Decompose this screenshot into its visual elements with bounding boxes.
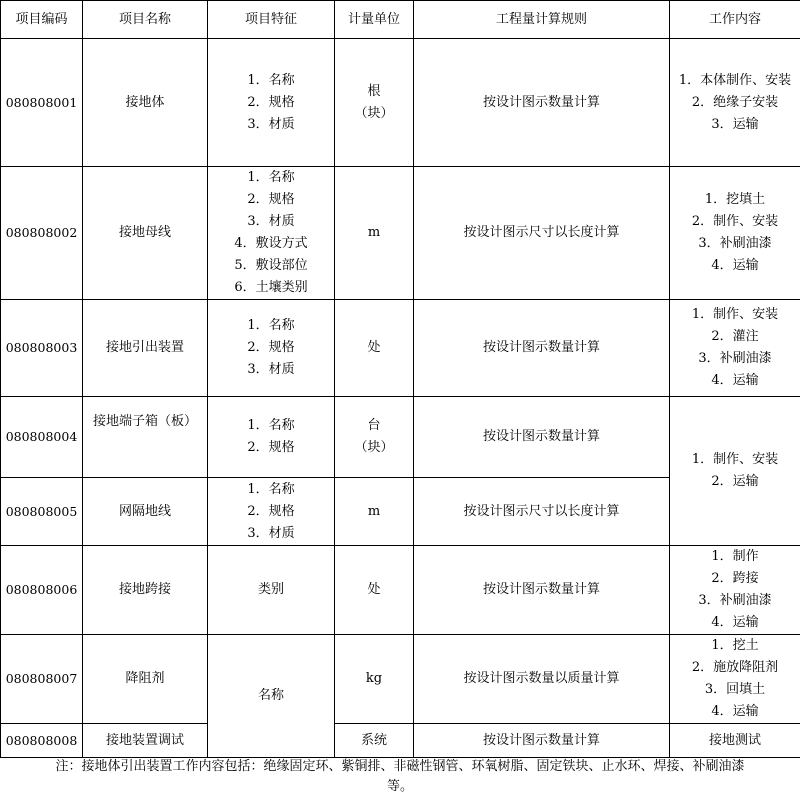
item-code: 080808001 [1,39,83,167]
item-features [208,546,335,635]
item-rule: 按设计图示数量以质量计算 [414,635,670,724]
unit-line: kg [365,671,383,686]
item-code: 080808002 [1,167,83,300]
item-unit [335,397,414,478]
feature-line: 4．敷设方式 [234,236,308,251]
work-line: 3．补刷油漆 [698,593,772,608]
feature-line: 1．名称 [247,318,295,333]
item-features [208,478,335,546]
feature-line: 3．材质 [247,214,295,229]
item-name: 接地引出装置 [83,300,208,397]
header-work: 工作内容 [670,1,800,39]
item-work [670,724,800,758]
unit-line: 处 [367,582,381,597]
feature-line: 名称 [257,688,284,703]
unit-line: （块） [354,105,394,121]
unit-line: m [367,225,381,240]
item-features [208,300,335,397]
feature-line: 1．名称 [247,72,295,88]
item-work [670,39,800,167]
item-unit [335,167,414,300]
table-row [1,397,800,478]
work-line: 1．制作、安装 [691,307,779,322]
item-name: 接地端子箱（板） [83,397,208,478]
item-name: 接地体 [83,39,208,167]
table-row [1,546,800,635]
work-line: 4．运输 [711,704,759,719]
item-work [670,300,800,397]
feature-line: 3．材质 [247,116,295,132]
item-rule: 按设计图示数量计算 [414,39,670,167]
item-unit [335,300,414,397]
work-line: 2．制作、安装 [691,214,779,229]
item-name: 降阻剂 [83,635,208,724]
footnote-line: 等。 [386,779,413,794]
item-rule: 按设计图示尺寸以长度计算 [414,167,670,300]
feature-line: 1．名称 [247,481,295,497]
work-line: 2．跨接 [711,571,759,586]
item-name: 网隔地线 [83,478,208,546]
table-row [1,724,800,758]
table-header-row [1,1,800,39]
item-unit [335,478,414,546]
feature-line: 5．敷设部位 [234,258,308,273]
work-line: 1．制作 [711,549,759,564]
item-code: 080808004 [1,397,83,478]
feature-line: 6．土壤类别 [234,280,308,295]
feature-line: 2．规格 [247,94,295,110]
item-work [670,167,800,300]
feature-line: 1．名称 [247,170,295,185]
item-features [208,39,335,167]
header-name: 项目名称 [83,1,208,39]
work-line: 接地测试 [708,732,761,748]
work-line: 4．运输 [711,373,759,388]
unit-line: 台 [367,418,381,433]
feature-line: 3．材质 [247,525,295,541]
unit-line: m [367,503,381,519]
item-unit [335,546,414,635]
work-line: 1．制作、安装 [691,452,779,467]
header-unit: 计量单位 [335,1,414,39]
table-row [1,635,800,724]
unit-line: 根 [367,83,381,99]
item-work [670,397,800,546]
item-name: 接地装置调试 [83,724,208,758]
item-name: 接地跨接 [83,546,208,635]
unit-line: （块） [354,440,394,455]
item-code: 080808003 [1,300,83,397]
item-rule: 按设计图示数量计算 [414,300,670,397]
work-line: 1．本体制作、安装 [678,72,792,88]
work-line: 1．挖土 [711,638,759,653]
item-features [208,167,335,300]
work-line: 4．运输 [711,615,759,630]
table-row [1,39,800,167]
table-row [1,300,800,397]
item-code: 080808006 [1,546,83,635]
item-rule: 按设计图示数量计算 [414,397,670,478]
item-rule: 按设计图示数量计算 [414,724,670,758]
item-unit [335,39,414,167]
item-code: 080808008 [1,724,83,758]
feature-line: 2．规格 [247,192,295,207]
work-line: 3．运输 [711,116,759,132]
unit-line: 处 [367,340,381,355]
feature-line: 类别 [257,582,284,597]
item-features [208,397,335,478]
header-features: 项目特征 [208,1,335,39]
item-work [670,635,800,724]
item-unit [335,724,414,758]
feature-line: 2．规格 [247,340,295,355]
item-rule: 按设计图示尺寸以长度计算 [414,478,670,546]
item-work [670,546,800,635]
item-unit [335,635,414,724]
work-line: 3．补刷油漆 [698,351,772,366]
item-code: 080808007 [1,635,83,724]
unit-line: 系统 [360,732,387,748]
feature-line: 3．材质 [247,362,295,377]
feature-line: 2．规格 [247,440,295,455]
header-rule: 工程量计算规则 [414,1,670,39]
work-line: 3．回填土 [704,682,766,697]
item-features [208,635,335,758]
footnote-line: 注：接地体引出装置工作内容包括：绝缘固定环、紫铜排、非磁性钢管、环氧树脂、固定铁块、止水环、焊接、补刷油漆 [55,759,745,774]
work-line: 2．运输 [711,474,759,489]
table-footnote [0,757,800,797]
work-line: 3．补刷油漆 [698,236,772,251]
table-row [1,167,800,300]
work-line: 2．绝缘子安装 [691,94,779,110]
feature-line: 2．规格 [247,503,295,519]
work-line: 1．挖填土 [704,192,766,207]
header-code: 项目编码 [1,1,83,39]
work-line: 4．运输 [711,258,759,273]
item-name: 接地母线 [83,167,208,300]
item-code: 080808005 [1,478,83,546]
feature-line: 1．名称 [247,418,295,433]
work-line: 2．灌注 [711,329,759,344]
work-line: 2．施放降阻剂 [691,660,779,675]
item-rule: 按设计图示数量计算 [414,546,670,635]
